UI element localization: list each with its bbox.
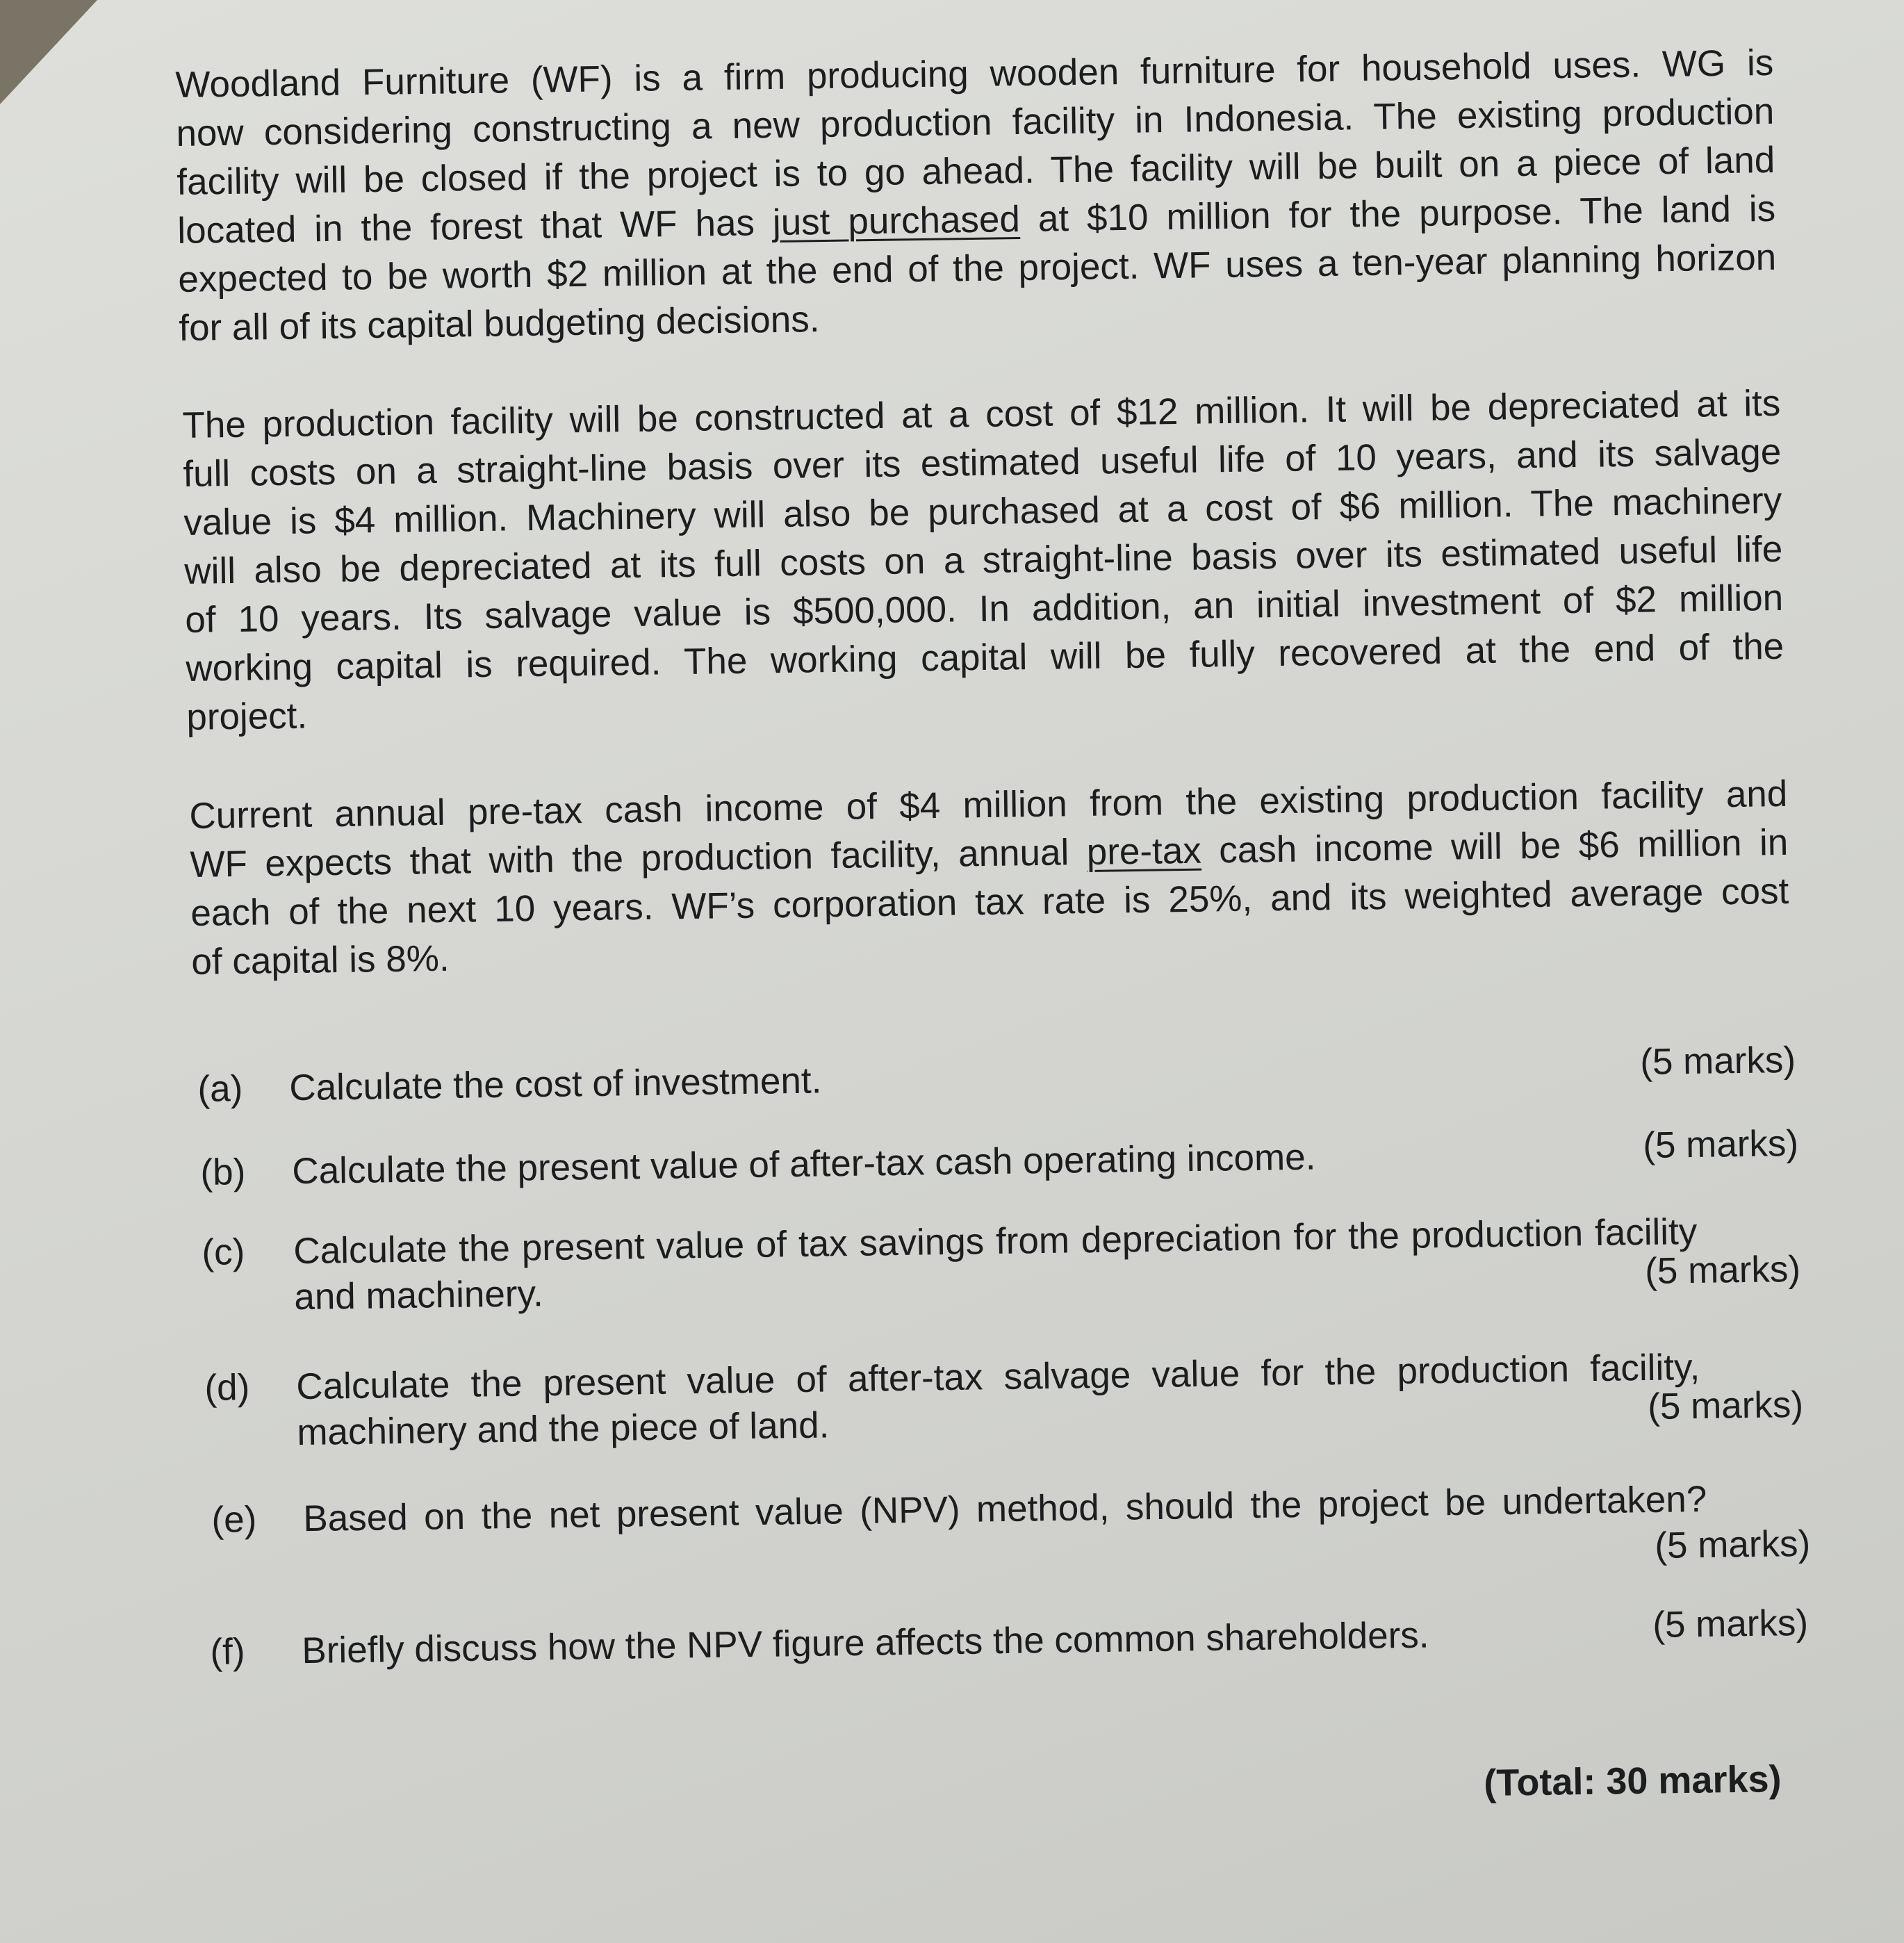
question-label: (b) bbox=[200, 1151, 246, 1193]
question-label: (d) bbox=[204, 1367, 250, 1409]
text-segment: located in the forest that WF has bbox=[177, 202, 773, 252]
paragraph-1 bbox=[175, 39, 1778, 353]
question-line: Calculate the cost of investment. bbox=[289, 1060, 822, 1109]
text-line: expected to be worth $2 million at the end of the project. WF uses a ten-year planning horizon bbox=[177, 236, 1777, 300]
text-line: value is $4 million. Machinery will also be purchased at a cost of $6 million. The machinery bbox=[183, 479, 1782, 543]
total-marks: (Total: 30 marks) bbox=[1484, 1758, 1782, 1804]
question-marks: (5 marks) bbox=[1652, 1602, 1809, 1646]
question-text bbox=[292, 1129, 1696, 1195]
question-marks: (5 marks) bbox=[1644, 1248, 1801, 1292]
question-c bbox=[202, 1208, 1801, 1318]
question-label: (f) bbox=[210, 1631, 245, 1673]
question-d bbox=[204, 1343, 1804, 1454]
question-line: and machinery. bbox=[293, 1273, 544, 1318]
question-text bbox=[303, 1477, 1707, 1542]
question-text bbox=[302, 1609, 1706, 1674]
question-f bbox=[210, 1602, 1809, 1673]
question-marks: (5 marks) bbox=[1647, 1384, 1804, 1427]
text-line: Woodland Furniture (WF) is a firm producing wooden furniture for household uses. WG is bbox=[175, 42, 1774, 106]
question-marks: (5 marks) bbox=[1654, 1523, 1811, 1566]
question-b bbox=[200, 1122, 1799, 1193]
text-line: Current annual pre-tax cash income of $4 million from the existing production facility and bbox=[189, 773, 1788, 837]
text-line: working capital is required. The working capital will be fully recovered at the end of the bbox=[185, 625, 1784, 689]
question-label: (c) bbox=[202, 1231, 245, 1273]
question-line: Briefly discuss how the NPV figure affects the common shareholders. bbox=[302, 1614, 1429, 1672]
question-marks: (5 marks) bbox=[1642, 1122, 1799, 1167]
text-segment: cash income will be $6 million in bbox=[1201, 821, 1789, 871]
text-line: project. bbox=[186, 695, 308, 738]
question-line: Based on the net present value (NPV) method, should the project be undertaken? bbox=[303, 1478, 1707, 1540]
question-text bbox=[296, 1345, 1701, 1456]
text-line: The production facility will be constructed at a cost of $12 million. It will be depreciated at its bbox=[182, 382, 1781, 446]
text-line: for all of its capital budgeting decisions. bbox=[178, 299, 820, 349]
question-text bbox=[293, 1209, 1698, 1320]
question-a bbox=[197, 1039, 1796, 1110]
question-label: (e) bbox=[211, 1499, 257, 1541]
text-line: each of the next 10 years. WF’s corporation tax rate is 25%, and its weighted average cost bbox=[190, 870, 1789, 934]
question-marks: (5 marks) bbox=[1639, 1039, 1796, 1083]
question-line: Calculate the present value of after-tax salvage value for the production facility, bbox=[296, 1346, 1700, 1408]
question-text bbox=[289, 1046, 1693, 1111]
text-line: of 10 years. Its salvage value is $500,000. In addition, an initial investment of $2 million bbox=[184, 577, 1784, 641]
text-line: will also be depreciated at its full costs on a straight-line basis over its estimated useful life bbox=[184, 528, 1783, 592]
paragraph-3 bbox=[189, 770, 1790, 987]
text-segment: at $10 million for the purpose. The land is bbox=[1019, 188, 1776, 240]
text-line: full costs on a straight-line basis over its estimated useful life of 10 years, and its salvage bbox=[183, 431, 1782, 495]
question-e bbox=[211, 1475, 1811, 1566]
text-line: facility will be closed if the project is to go ahead. The facility will be built on a piece of land bbox=[177, 139, 1775, 203]
underlined-text: just purchased bbox=[772, 199, 1021, 244]
text-line: now considering constructing a new production facility in Indonesia. The existing production bbox=[176, 90, 1775, 154]
text-segment: WF expects that with the production facility, annual bbox=[190, 831, 1088, 885]
text-line: of capital is 8%. bbox=[191, 937, 450, 983]
paragraph-2 bbox=[182, 379, 1785, 742]
question-label: (a) bbox=[197, 1068, 243, 1110]
underlined-text: pre-tax bbox=[1086, 830, 1202, 873]
question-line: Calculate the present value of tax savings from depreciation for the production facility bbox=[293, 1211, 1698, 1272]
question-line: Calculate the present value of after-tax cash operating income. bbox=[292, 1136, 1316, 1192]
question-line: machinery and the piece of land. bbox=[296, 1404, 830, 1454]
